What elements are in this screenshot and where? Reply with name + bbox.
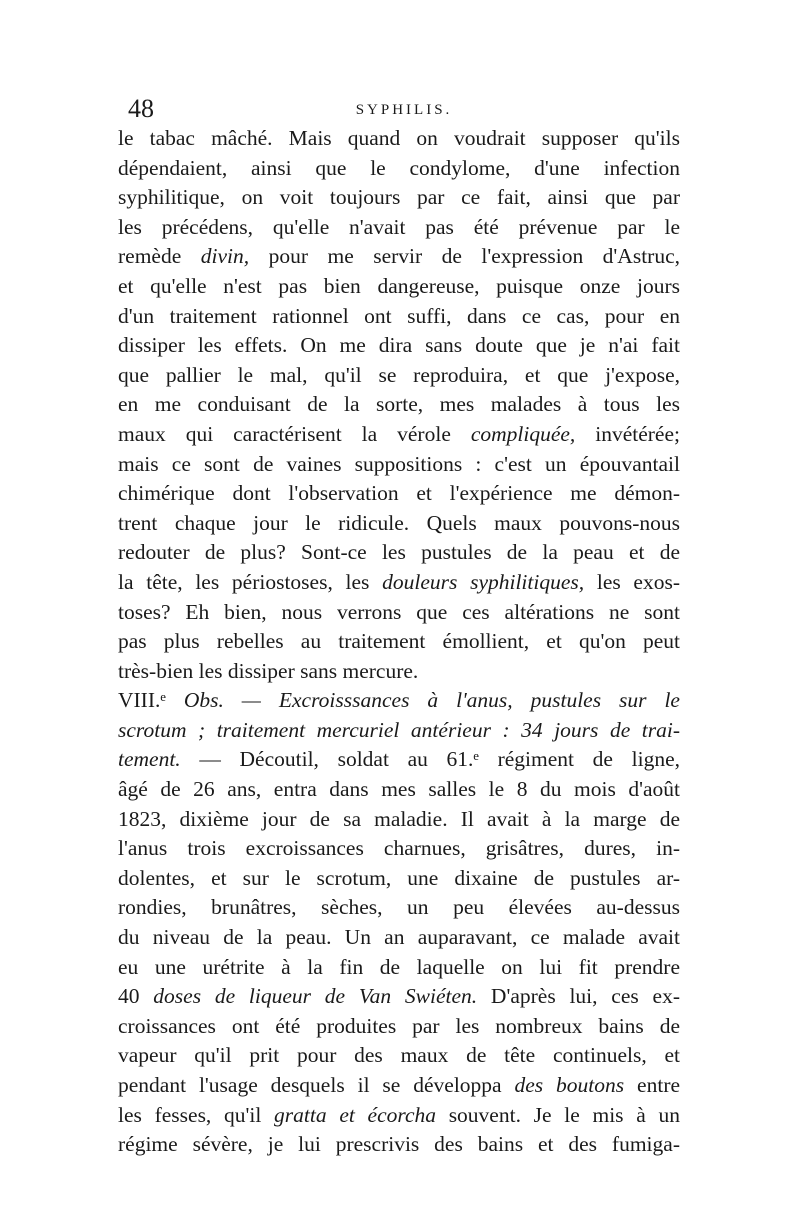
text-line xyxy=(118,242,680,272)
text-line xyxy=(118,124,680,154)
text-run: dépendaient, ainsi que le condylome, d'une infection xyxy=(118,155,680,180)
italic-text-run: compliquée, xyxy=(470,421,576,446)
italic-text-run: Obs. — Excroisssances à l'anus, pustules sur le xyxy=(183,688,680,713)
page-number: 48 xyxy=(128,94,154,123)
text-line xyxy=(118,331,680,361)
text-line xyxy=(118,420,680,450)
text-run: maux qui caractérisent la vérole xyxy=(118,421,471,446)
text-line xyxy=(118,302,680,332)
text-run: la tête, les périostoses, les xyxy=(118,569,383,594)
text-line xyxy=(118,775,680,805)
text-line xyxy=(118,1012,680,1042)
text-run: les exos- xyxy=(584,569,680,594)
text-line xyxy=(118,509,680,539)
text-line xyxy=(118,893,680,923)
text-line xyxy=(118,657,680,687)
text-run: chimérique dont l'observation et l'expérience me démon- xyxy=(118,481,680,506)
text-run: du niveau de la peau. Un an auparavant, ce malade avait xyxy=(118,925,680,950)
body-text xyxy=(118,124,680,1160)
text-run: les fesses, qu'il xyxy=(118,1102,275,1127)
text-line xyxy=(118,361,680,391)
italic-text-run: scrotum ; traitement mercuriel antérieur : 34 jours de trai- xyxy=(118,717,680,742)
text-run: régime sévère, je lui prescrivis des bains et des fumiga- xyxy=(118,1132,680,1157)
italic-text-run: doses de liqueur de Van Swiéten. xyxy=(153,984,478,1009)
text-run: redouter de plus? Sont-ce les pustules de la peau et de xyxy=(118,540,680,565)
text-line xyxy=(118,864,680,894)
text-line xyxy=(118,805,680,835)
italic-text-run: tement. xyxy=(118,747,181,772)
text-line xyxy=(118,390,680,420)
text-line xyxy=(118,982,680,1012)
text-run: souvent. Je le mis à un xyxy=(435,1102,680,1127)
text-run: — Découtil, soldat au 61.ᵉ régiment de ligne, xyxy=(180,747,680,772)
text-run: âgé de 26 ans, entra dans mes salles le 8 du mois d'août xyxy=(118,777,680,802)
text-line xyxy=(118,538,680,568)
text-line xyxy=(118,450,680,480)
text-run: très-bien les dissiper sans mercure. xyxy=(118,658,419,683)
text-run: mais ce sont de vaines suppositions : c'est un épouvantail xyxy=(118,451,680,476)
text-line xyxy=(118,1101,680,1131)
text-line xyxy=(118,1071,680,1101)
text-line xyxy=(118,627,680,657)
text-line xyxy=(118,598,680,628)
text-line xyxy=(118,1130,680,1160)
text-line xyxy=(118,716,680,746)
text-line xyxy=(118,183,680,213)
text-run: toses? Eh bien, nous verrons que ces altérations ne sont xyxy=(118,599,680,624)
italic-text-run: des boutons xyxy=(514,1073,625,1097)
text-run: que pallier le mal, qu'il se reproduira, et que j'expose, xyxy=(118,362,680,387)
text-run: VIII.ᵉ xyxy=(118,688,184,713)
text-run: et qu'elle n'est pas bien dangereuse, puisque onze jours xyxy=(118,273,680,298)
text-run: trent chaque jour le ridicule. Quels maux pouvons-nous xyxy=(118,510,680,535)
italic-text-run: gratta et écorcha xyxy=(274,1102,436,1127)
text-run: vapeur qu'il prit pour des maux de tête continuels, et xyxy=(118,1043,680,1068)
text-run: pas plus rebelles au traitement émollient, et qu'on peut xyxy=(118,629,680,654)
text-run: croissances ont été produites par les nombreux bains de xyxy=(118,1013,680,1038)
text-line xyxy=(118,272,680,302)
text-run: en me conduisant de la sorte, mes malades à tous les xyxy=(118,392,680,417)
text-line xyxy=(118,923,680,953)
page-header xyxy=(128,94,680,124)
text-line xyxy=(118,479,680,509)
text-line xyxy=(118,745,680,775)
text-run: syphilitique, on voit toujours par ce fait, ainsi que par xyxy=(118,185,680,210)
text-run: d'un traitement rationnel ont suffi, dans ce cas, pour en xyxy=(118,303,680,328)
text-line xyxy=(118,686,680,716)
text-run: pour me servir de l'expression d'Astruc, xyxy=(249,244,681,269)
text-line xyxy=(118,154,680,184)
text-run: les précédens, qu'elle n'avait pas été prévenue par le xyxy=(118,214,680,239)
text-run: rondies, brunâtres, sèches, un peu élevées au-dessus xyxy=(118,895,680,920)
text-run: entre xyxy=(624,1073,681,1097)
text-run: le tabac mâché. Mais quand on voudrait supposer qu'ils xyxy=(118,126,680,150)
text-run: 40 xyxy=(118,984,154,1009)
text-run: dolentes, et sur le scrotum, une dixaine de pustules ar- xyxy=(118,865,680,890)
text-run: l'anus trois excroissances charnues, grisâtres, dures, in- xyxy=(118,836,680,861)
text-run: remède xyxy=(118,244,201,269)
text-run: pendant l'usage desquels il se développa xyxy=(118,1073,515,1097)
text-line xyxy=(118,1041,680,1071)
text-line xyxy=(118,834,680,864)
italic-text-run: douleurs syphilitiques, xyxy=(382,569,585,594)
italic-text-run: divin, xyxy=(200,244,250,269)
text-run: eu une urétrite à la fin de laquelle on lui fit prendre xyxy=(118,954,680,979)
text-run: 1823, dixième jour de sa maladie. Il avait à la marge de xyxy=(118,806,680,831)
text-run: invétérée; xyxy=(575,421,680,446)
text-line xyxy=(118,568,680,598)
running-title: SYPHILIS. xyxy=(355,102,453,118)
text-line xyxy=(118,213,680,243)
text-run: dissiper les effets. On me dira sans doute que je n'ai fait xyxy=(118,333,680,358)
text-run: D'après lui, ces ex- xyxy=(477,984,680,1009)
text-line xyxy=(118,953,680,983)
